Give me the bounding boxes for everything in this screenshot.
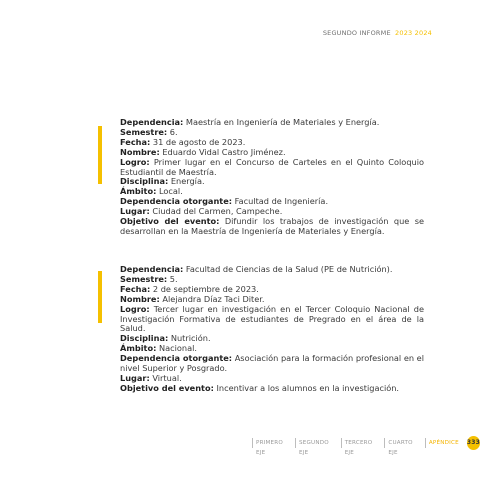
row-label: Dependencia:: [120, 117, 184, 127]
row-label: Lugar:: [120, 206, 150, 217]
row-label: Nombre:: [120, 146, 160, 157]
accent-bar: [98, 126, 102, 184]
row-label: Objetivo del evento:: [120, 216, 220, 227]
report-header: [323, 29, 432, 37]
row-value: Primer lugar en el Concurso de Carteles en el Quinto Coloquio Estudiantil de Maestría.: [120, 156, 424, 177]
row-label: Nombre:: [120, 293, 160, 304]
award-entry: [120, 265, 424, 394]
entry-row-dependencia-otorgante: [120, 354, 424, 374]
row-value: Energía.: [170, 176, 205, 187]
report-title: SEGUNDO INFORME: [322, 29, 391, 37]
row-value: Nutrición.: [170, 333, 211, 344]
row-value: Facultad de Ciencias de la Salud (PE de Nutrición).: [185, 264, 393, 274]
row-value: Ciudad del Carmen, Campeche.: [152, 206, 283, 217]
nav-tab-apendice[interactable]: APÉNDICE: [425, 438, 462, 448]
row-label: Disciplina:: [120, 333, 169, 344]
row-label: Logro:: [120, 303, 150, 314]
row-value: Local.: [158, 186, 183, 197]
accent-bar: [98, 271, 102, 323]
report-years: 2023 2024: [395, 29, 432, 37]
entry-row-logro: [120, 158, 424, 178]
row-label: Logro:: [120, 156, 150, 167]
entry-row-objetivo: [120, 384, 424, 394]
row-value: Facultad de Ingeniería.: [234, 196, 329, 207]
row-label: Fecha:: [120, 136, 151, 147]
row-value: Virtual.: [152, 372, 182, 383]
row-label: Semestre:: [120, 273, 168, 284]
row-value: Eduardo Vidal Castro Jiménez.: [162, 146, 286, 157]
row-label: Dependencia otorgante:: [120, 353, 233, 364]
row-value: 31 de agosto de 2023.: [152, 136, 246, 147]
row-label: Semestre:: [120, 126, 168, 137]
nav-tab-tercer-eje[interactable]: TERCERO EJE: [341, 438, 385, 448]
row-value: Nacional.: [158, 343, 197, 354]
row-label: Disciplina:: [120, 176, 169, 187]
row-value: Difundir los trabajos de investigación que se desarrollan en la Maestría de Ingeniería de Materiales y Energía.: [120, 216, 424, 236]
row-value: Asociación para la formación profesional en el nivel Superior y Posgrado.: [120, 353, 424, 374]
row-label: Dependencia:: [120, 264, 184, 274]
row-value: 6.: [169, 126, 178, 137]
row-label: Dependencia otorgante:: [120, 196, 233, 207]
entry-row-logro: [120, 305, 424, 335]
row-value: Tercer lugar en investigación en el Tercer Coloquio Nacional de Investigación Formativa de estudiantes de Pregrado en el área de la Salud.: [120, 303, 424, 334]
row-label: Fecha:: [120, 283, 151, 294]
nav-tab-primer-eje[interactable]: PRIMERO EJE: [252, 438, 295, 448]
award-entry: [120, 118, 424, 237]
section-nav: [252, 438, 480, 456]
row-label: Objetivo del evento:: [120, 382, 214, 393]
row-value: Incentivar a los alumnos en la investigación.: [216, 382, 400, 393]
row-label: Ámbito:: [120, 186, 157, 197]
row-value: Maestría en Ingeniería de Materiales y Energía.: [185, 117, 380, 127]
nav-tab-cuarto-eje[interactable]: CUARTO EJE: [384, 438, 425, 448]
page-number-badge: 333: [467, 436, 480, 450]
entry-row-objetivo: [120, 217, 424, 237]
row-value: 5.: [169, 273, 178, 284]
row-label: Lugar:: [120, 372, 150, 383]
row-value: 2 de septiembre de 2023.: [152, 283, 259, 294]
row-value: Alejandra Díaz Taci Diter.: [162, 293, 265, 304]
nav-tab-segundo-eje[interactable]: SEGUNDO EJE: [295, 438, 341, 448]
row-label: Ámbito:: [120, 343, 157, 354]
